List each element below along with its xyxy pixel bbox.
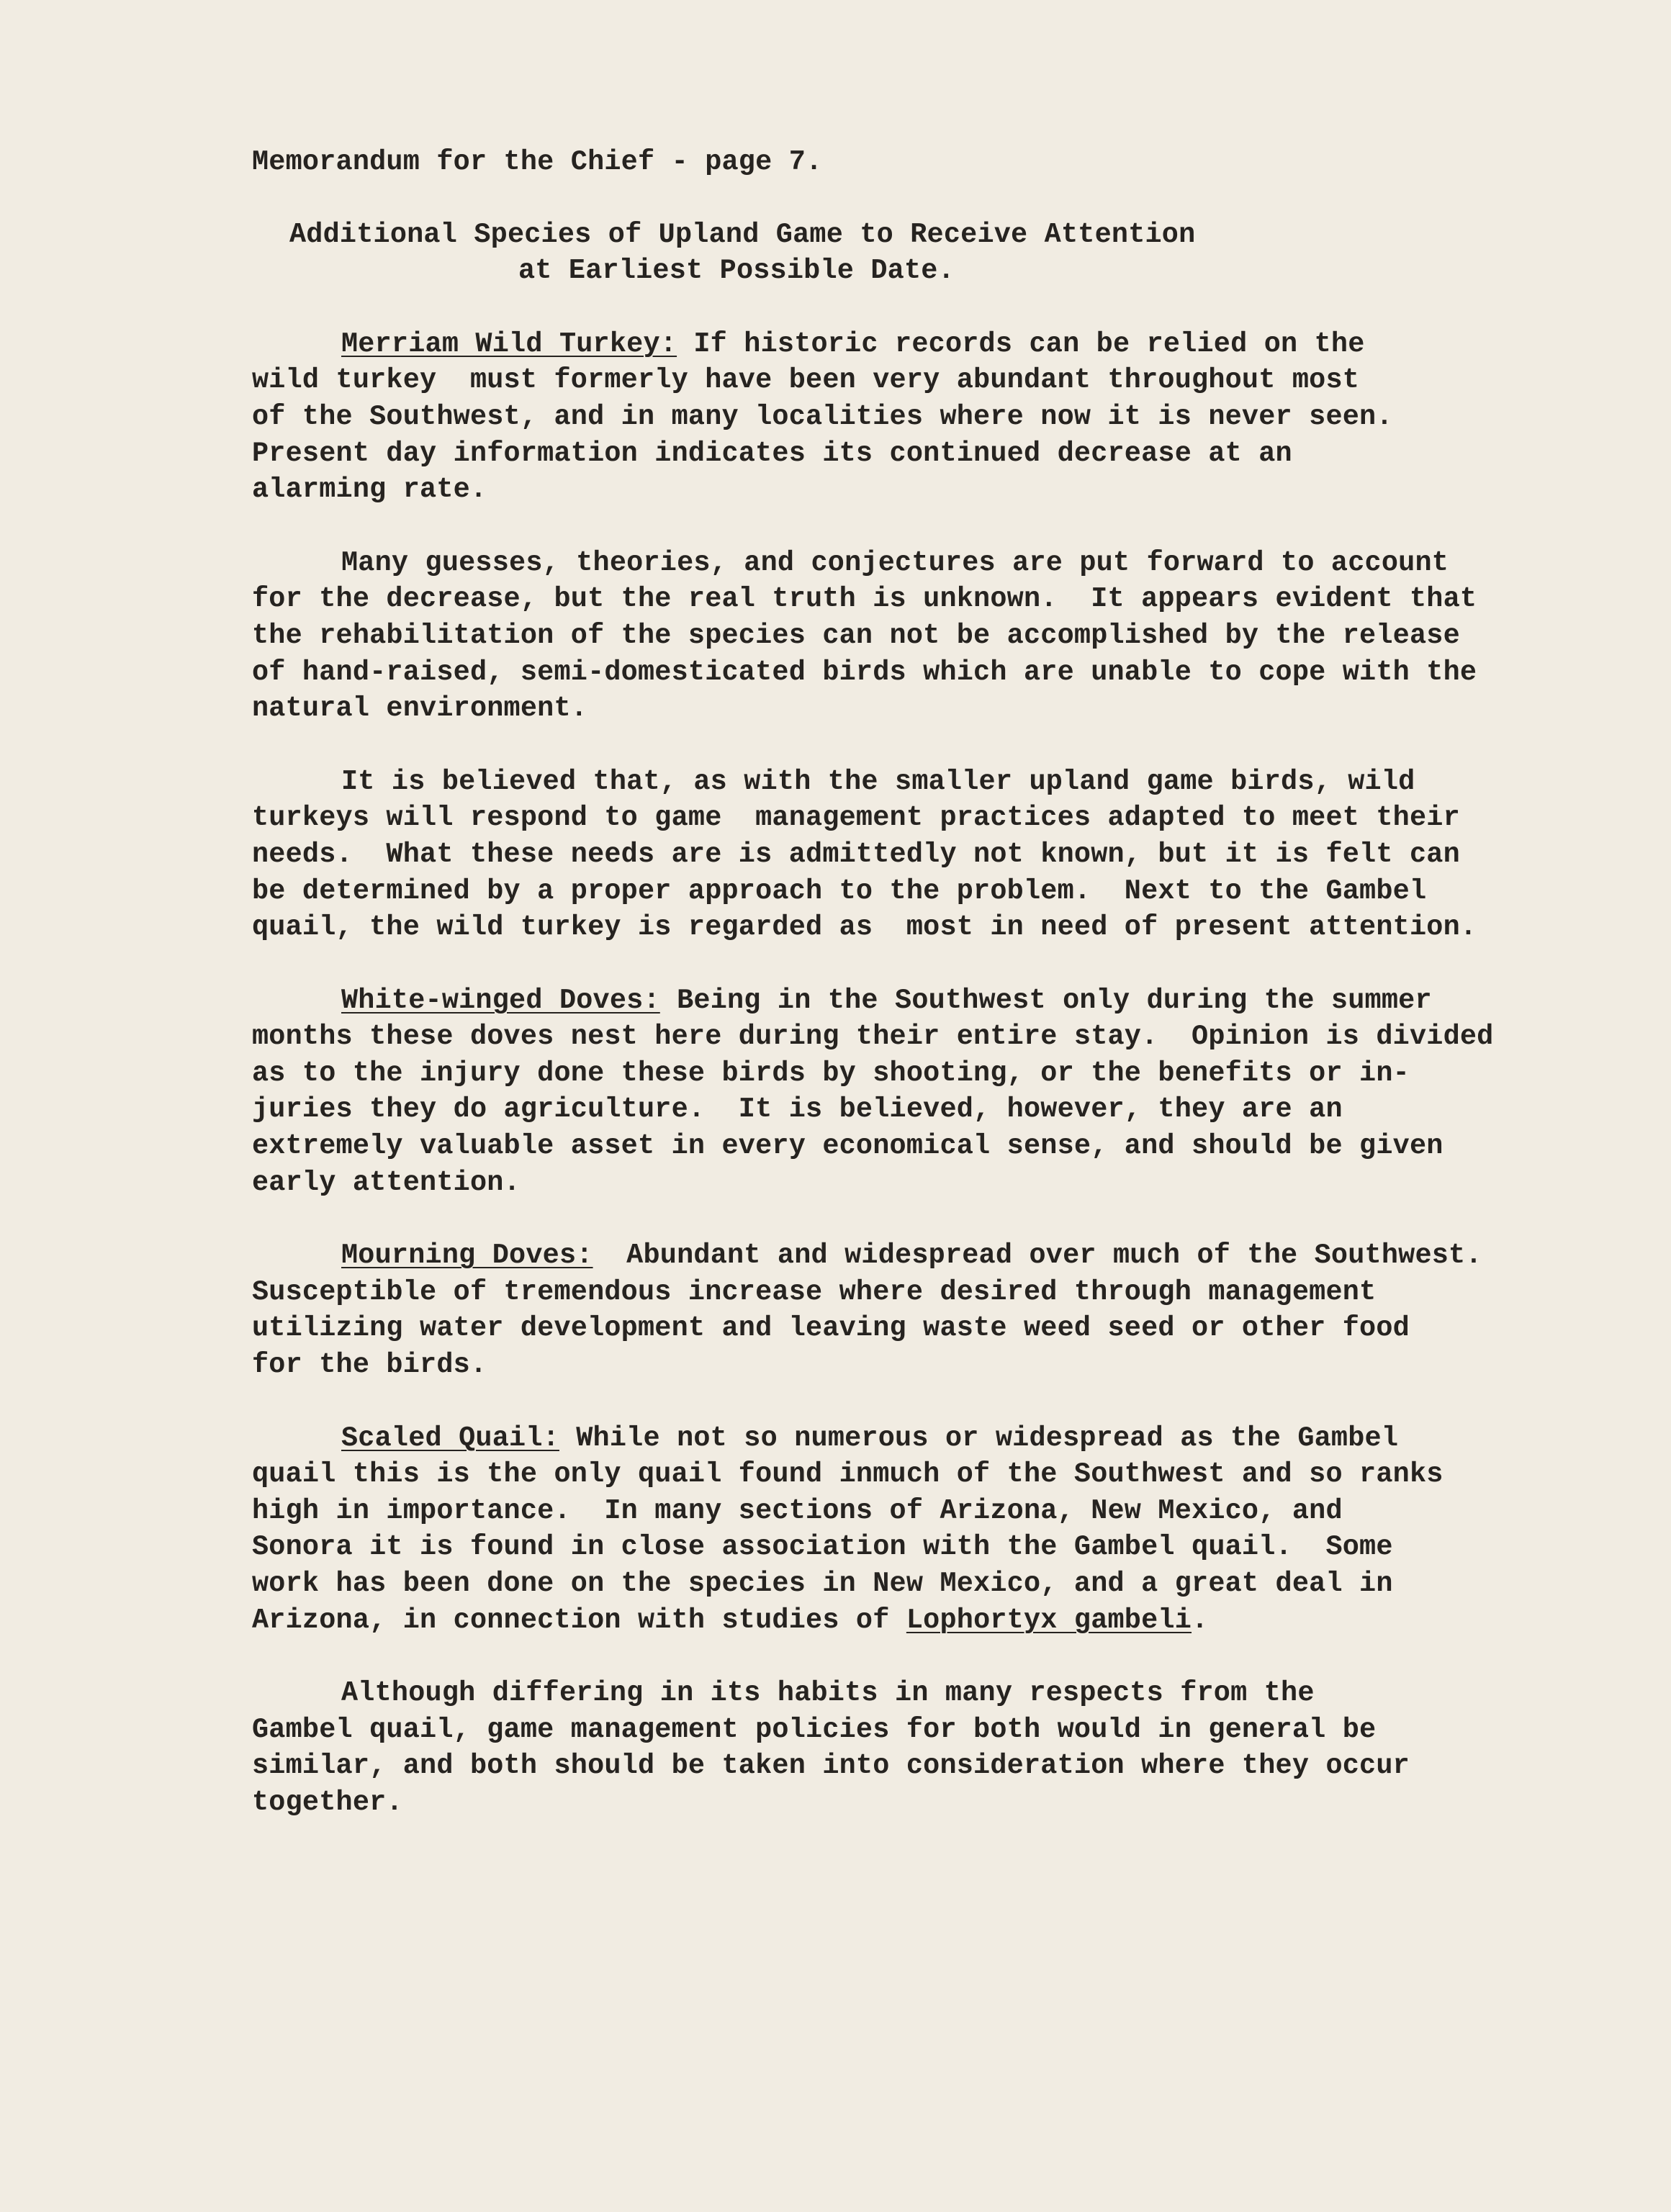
- whitewinged-line-2: months these doves nest here during their entire stay. Opinion is divided: [252, 1021, 1494, 1053]
- paragraph-guesses: [252, 545, 1605, 727]
- heading-mourning: Mourning Doves:: [341, 1240, 593, 1272]
- whitewinged-line-5: extremely valuable asset in every economical sense, and should be given: [252, 1130, 1443, 1163]
- although-line-4: together.: [252, 1786, 403, 1818]
- paragraph-believed: [252, 764, 1605, 946]
- guesses-line-3: the rehabilitation of the species can not be accomplished by the release: [252, 619, 1460, 651]
- paragraph-turkey: [252, 326, 1605, 508]
- whitewinged-line-3: as to the injury done these birds by shooting, or the benefits or in-: [252, 1057, 1410, 1089]
- whitewinged-line-1: Being in the Southwest only during the summer: [659, 984, 1432, 1016]
- page-header: Memorandum for the Chief - page 7.: [252, 146, 823, 178]
- title-line-1: Additional Species of Upland Game to Receive Attention: [289, 218, 1196, 250]
- section-title: [252, 217, 1605, 289]
- although-line-1: Although differing in its habits in many respects from the: [341, 1677, 1315, 1710]
- mourning-line-4: for the birds.: [252, 1349, 487, 1381]
- turkey-line-5: alarming rate.: [252, 474, 487, 506]
- turkey-line-4: Present day information indicates its continued decrease at an: [252, 437, 1292, 469]
- whitewinged-line-6: early attention.: [252, 1166, 521, 1198]
- heading-whitewinged: White-winged Doves:: [341, 984, 660, 1016]
- turkey-line-1: If historic records can be relied on the: [677, 328, 1365, 360]
- scaled-line-6-suffix: .: [1192, 1604, 1209, 1636]
- believed-line-5: quail, the wild turkey is regarded as most in need of present attention.: [252, 911, 1477, 944]
- scaled-line-4: Sonora it is found in close association with the Gambel quail. Some: [252, 1531, 1393, 1563]
- guesses-line-2: for the decrease, but the real truth is unknown. It appears evident that: [252, 583, 1477, 615]
- mourning-line-2: Susceptible of tremendous increase where desired through management: [252, 1276, 1377, 1308]
- paragraph-scaled: [252, 1420, 1605, 1639]
- turkey-line-2: wild turkey must formerly have been very abundant throughout most: [252, 364, 1360, 397]
- believed-line-3: needs. What these needs are is admittedly not known, but it is felt can: [252, 838, 1460, 870]
- scaled-line-5: work has been done on the species in New Mexico, and a great deal in: [252, 1568, 1393, 1599]
- mourning-line-1: Abundant and widespread over much of the Southwest.: [593, 1240, 1482, 1272]
- scaled-line-1: While not so numerous or widespread as the Gambel: [559, 1422, 1399, 1454]
- although-line-2: Gambel quail, game management policies for both would in general be: [252, 1713, 1377, 1746]
- turkey-line-3: of the Southwest, and in many localities where now it is never seen.: [252, 400, 1393, 433]
- believed-line-2: turkeys will respond to game management practices adapted to meet their: [252, 802, 1460, 834]
- scaled-line-3: high in importance. In many sections of Arizona, New Mexico, and: [252, 1494, 1343, 1527]
- mourning-line-3: utilizing water development and leaving waste weed seed or other food: [252, 1312, 1410, 1345]
- guesses-line-5: natural environment.: [252, 692, 588, 725]
- whitewinged-line-4: juries they do agriculture. It is believed, however, they are an: [252, 1093, 1343, 1126]
- paragraph-whitewinged: [252, 983, 1605, 1201]
- paragraph-although: [252, 1675, 1605, 1820]
- heading-turkey: Merriam Wild Turkey:: [341, 328, 677, 360]
- believed-line-1: It is believed that, as with the smaller upland game birds, wild: [341, 765, 1415, 798]
- believed-line-4: be determined by a proper approach to the problem. Next to the Gambel: [252, 875, 1427, 907]
- scaled-line-6-prefix: Arizona, in connection with studies of: [252, 1604, 906, 1636]
- memo-body: [252, 122, 1605, 1821]
- species-name: Lophortyx gambeli: [906, 1604, 1192, 1636]
- heading-scaled: Scaled Quail:: [341, 1422, 559, 1454]
- guesses-line-1: Many guesses, theories, and conjectures are put forward to account: [341, 546, 1449, 579]
- paragraph-mourning: [252, 1237, 1605, 1383]
- although-line-3: similar, and both should be taken into consideration where they occur: [252, 1750, 1410, 1782]
- scaled-line-2: quail this is the only quail found inmuch of the Southwest and so ranks: [252, 1458, 1443, 1491]
- guesses-line-4: of hand-raised, semi-domesticated birds which are unable to cope with the: [252, 656, 1477, 688]
- title-line-2: at Earliest Possible Date.: [518, 255, 955, 287]
